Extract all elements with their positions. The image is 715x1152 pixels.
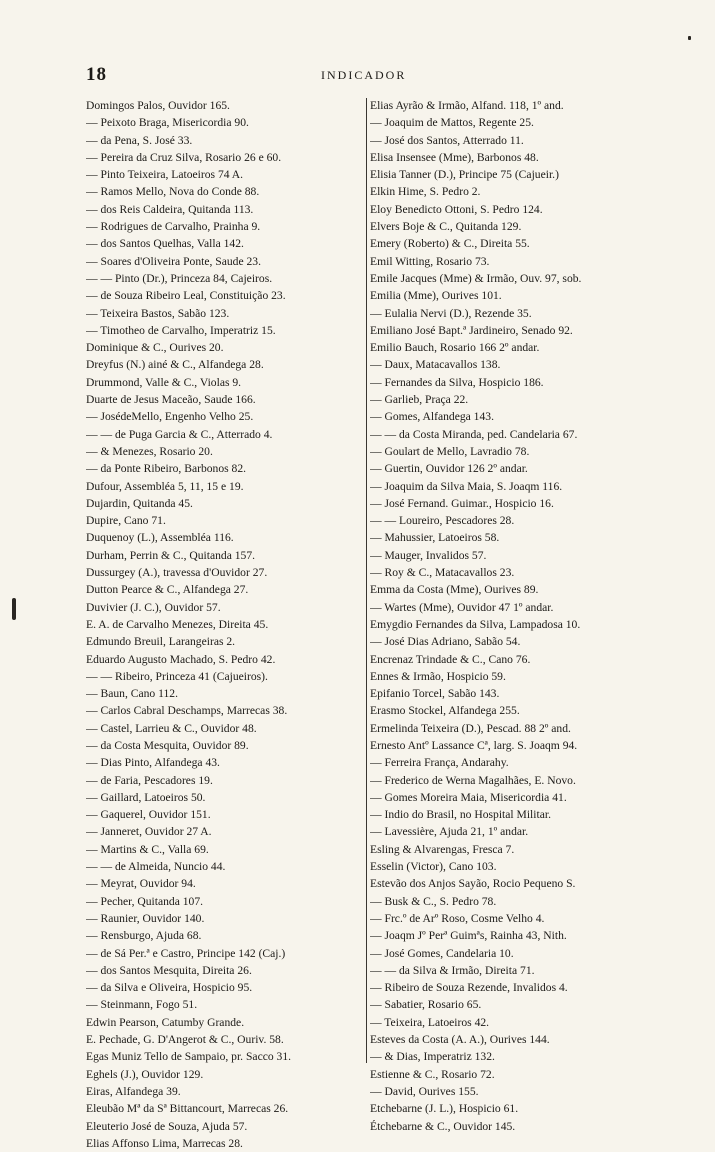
ink-speck <box>688 36 691 40</box>
directory-entry: Étchebarne & C., Ouvidor 145. <box>370 1119 516 1133</box>
directory-entry: Estienne & C., Rosario 72. <box>370 1067 495 1081</box>
directory-entry: — Daux, Matacavallos 138. <box>370 358 501 372</box>
directory-entry: — — Pinto (Dr.), Princeza 84, Cajeiros. <box>86 271 273 285</box>
directory-entry: Elisia Tanner (D.), Principe 75 (Cajueir.) <box>370 168 559 182</box>
directory-entry: E. Pechade, G. D'Angerot & C., Ouriv. 58. <box>86 1033 284 1047</box>
directory-entry: — — da Costa Miranda, ped. Candelaria 67. <box>370 427 578 441</box>
directory-entry: — José Fernand. Guimar., Hospicio 16. <box>370 496 554 510</box>
directory-entry: Epifanio Torcel, Sabão 143. <box>370 687 500 701</box>
directory-entry: — da Ponte Ribeiro, Barbonos 82. <box>86 462 247 476</box>
directory-entry: — Joaqm Jº Perª Guimªs, Rainha 43, Nith. <box>370 929 567 943</box>
directory-entry: — dos Santos Mesquita, Direita 26. <box>86 963 252 977</box>
directory-entry: — Ferreira França, Andarahy. <box>370 756 509 770</box>
directory-entry: — Teixeira, Latoeiros 42. <box>370 1015 490 1029</box>
directory-entry: Eleubão Mª da Sª Bittancourt, Marrecas 26. <box>86 1102 289 1116</box>
directory-entry: Emma da Costa (Mme), Ourives 89. <box>370 583 539 597</box>
directory-entry: Edmundo Breuil, Larangeiras 2. <box>86 635 236 649</box>
directory-entry: Emil Witting, Rosario 73. <box>370 254 490 268</box>
directory-entry: — — de Almeida, Nuncio 44. <box>86 860 226 874</box>
directory-entry: Erasmo Stockel, Alfandega 255. <box>370 704 520 718</box>
directory-entry: Emygdio Fernandes da Silva, Lampadosa 10. <box>370 617 581 631</box>
directory-entry: Dreyfus (N.) ainé & C., Alfandega 28. <box>86 358 264 372</box>
directory-entry: — Castel, Larrieu & C., Ouvidor 48. <box>86 721 257 735</box>
directory-entry: — — Ribeiro, Princeza 41 (Cajueiros). <box>86 669 268 683</box>
directory-entry: — Steinmann, Fogo 51. <box>86 998 198 1012</box>
left-column <box>86 97 376 1152</box>
directory-entry: Dussurgey (A.), travessa d'Ouvidor 27. <box>86 566 268 580</box>
directory-entry: Dupire, Cano 71. <box>86 514 166 528</box>
directory-entry: — Dias Pinto, Alfandega 43. <box>86 756 220 770</box>
directory-entry: Elisa Insensee (Mme), Barbonos 48. <box>370 150 539 164</box>
page-header <box>86 64 646 86</box>
directory-entry: — & Dias, Imperatriz 132. <box>370 1050 495 1064</box>
directory-entry: — Lavessière, Ajuda 21, 1º andar. <box>370 825 529 839</box>
directory-entry: Esteves da Costa (A. A.), Ourives 144. <box>370 1033 550 1047</box>
directory-entry: Dujardin, Quitanda 45. <box>86 496 193 510</box>
directory-entry: — Mauger, Invalidos 57. <box>370 548 487 562</box>
directory-entry: — Eulalia Nervi (D.), Rezende 35. <box>370 306 532 320</box>
directory-entry: — Mahussier, Latoeiros 58. <box>370 531 500 545</box>
directory-entry: — Timotheo de Carvalho, Imperatriz 15. <box>86 323 276 337</box>
directory-entry: — da Silva e Oliveira, Hospicio 95. <box>86 981 253 995</box>
directory-entry: Encrenaz Trindade & C., Cano 76. <box>370 652 531 666</box>
column-divider <box>366 98 367 1063</box>
directory-entry: — Ramos Mello, Nova do Conde 88. <box>86 185 260 199</box>
directory-entry: Egas Muniz Tello de Sampaio, pr. Sacco 31. <box>86 1050 292 1064</box>
margin-ink-mark <box>12 598 16 620</box>
directory-entry: Emilia (Mme), Ourives 101. <box>370 289 502 303</box>
directory-entry: — da Costa Mesquita, Ouvidor 89. <box>86 738 249 752</box>
directory-entry: Elvers Boje & C., Quitanda 129. <box>370 220 522 234</box>
directory-entry: Domingos Palos, Ouvidor 165. <box>86 99 230 112</box>
directory-entry: — Guertin, Ouvidor 126 2º andar. <box>370 462 528 476</box>
directory-entry: Emile Jacques (Mme) & Irmão, Ouv. 97, sob. <box>370 271 582 285</box>
directory-entry: Duvivier (J. C.), Ouvidor 57. <box>86 600 221 614</box>
directory-entry: Elias Affonso Lima, Marrecas 28. <box>86 1136 243 1150</box>
directory-entry: — Frederico de Werna Magalhães, E. Novo. <box>370 773 576 787</box>
directory-entry: — Wartes (Mme), Ouvidor 47 1º andar. <box>370 600 554 614</box>
directory-entry: — Garlieb, Praça 22. <box>370 393 469 407</box>
directory-entry: — Gaquerel, Ouvidor 151. <box>86 808 211 822</box>
directory-entry: Duarte de Jesus Maceão, Saude 166. <box>86 393 256 407</box>
directory-entry: Eiras, Alfandega 39. <box>86 1084 181 1098</box>
directory-entry: — José Dias Adriano, Sabão 54. <box>370 635 521 649</box>
directory-entry: — David, Ourives 155. <box>370 1084 479 1098</box>
directory-entry: Dufour, Assembléa 5, 11, 15 e 19. <box>86 479 244 493</box>
directory-entry: — Gaillard, Latoeiros 50. <box>86 790 206 804</box>
directory-entry: — — da Silva & Irmão, Direita 71. <box>370 963 535 977</box>
directory-entry: — dos Reis Caldeira, Quitanda 113. <box>86 202 254 216</box>
directory-entry: — JosédeMello, Engenho Velho 25. <box>86 410 254 424</box>
directory-entry: — Soares d'Oliveira Ponte, Saude 23. <box>86 254 261 268</box>
directory-entry: — Pinto Teixeira, Latoeiros 74 A. <box>86 168 244 182</box>
directory-entry: — Pereira da Cruz Silva, Rosario 26 e 60. <box>86 150 282 164</box>
directory-entry: Dutton Pearce & C., Alfandega 27. <box>86 583 249 597</box>
directory-entry: — Fernandes da Silva, Hospicio 186. <box>370 375 544 389</box>
directory-entry: — José dos Santos, Atterrado 11. <box>370 133 524 147</box>
directory-entry: — Ribeiro de Souza Rezende, Invalidos 4. <box>370 981 568 995</box>
directory-entry: — Peixoto Braga, Misericordia 90. <box>86 116 249 130</box>
directory-entry: — Sabatier, Rosario 65. <box>370 998 482 1012</box>
directory-entry: — Roy & C., Matacavallos 23. <box>370 566 515 580</box>
directory-entry: — Goulart de Mello, Lavradio 78. <box>370 444 530 458</box>
directory-entry: — — de Puga Garcia & C., Atterrado 4. <box>86 427 273 441</box>
directory-entry: — Janneret, Ouvidor 27 A. <box>86 825 212 839</box>
directory-entry: Estevão dos Anjos Sayão, Rocio Pequeno S. <box>370 877 576 891</box>
directory-entry: Eduardo Augusto Machado, S. Pedro 42. <box>86 652 276 666</box>
directory-entry: — Joaquim da Silva Maia, S. Joaqm 116. <box>370 479 563 493</box>
directory-entry: Emilio Bauch, Rosario 166 2º andar. <box>370 341 540 355</box>
directory-entry: — Gomes, Alfandega 143. <box>370 410 494 424</box>
directory-entry: — Indio do Brasil, no Hospital Militar. <box>370 808 551 822</box>
directory-entry: Elias Ayrão & Irmão, Alfand. 118, 1º and. <box>370 99 564 112</box>
directory-entry: Dominique & C., Ourives 20. <box>86 341 224 355</box>
directory-entry: Ennes & Irmão, Hospicio 59. <box>370 669 506 683</box>
directory-entry: — Joaquim de Mattos, Regente 25. <box>370 116 534 130</box>
directory-entry: Durham, Perrin & C., Quitanda 157. <box>86 548 256 562</box>
directory-entry: Edwin Pearson, Catumby Grande. <box>86 1015 245 1029</box>
directory-entry: — de Faria, Pescadores 19. <box>86 773 213 787</box>
directory-entry: — — Loureiro, Pescadores 28. <box>370 514 515 528</box>
directory-entry: — de Souza Ribeiro Leal, Constituição 23. <box>86 289 286 303</box>
directory-entry: Emery (Roberto) & C., Direita 55. <box>370 237 530 251</box>
directory-entry: — de Sá Per.ª e Castro, Principe 142 (Caj.) <box>86 946 286 960</box>
directory-entry: Duquenoy (L.), Assembléa 116. <box>86 531 234 545</box>
directory-entry: Eleuterio José de Souza, Ajuda 57. <box>86 1119 248 1133</box>
directory-entry: — Rensburgo, Ajuda 68. <box>86 929 202 943</box>
directory-entry: — & Menezes, Rosario 20. <box>86 444 213 458</box>
directory-entry: Elkin Hime, S. Pedro 2. <box>370 185 481 199</box>
directory-entry: Etchebarne (J. L.), Hospicio 61. <box>370 1102 519 1116</box>
directory-entry: — Raunier, Ouvidor 140. <box>86 911 205 925</box>
directory-entry: Esselin (Victor), Cano 103. <box>370 860 497 874</box>
directory-entry: — Meyrat, Ouvidor 94. <box>86 877 196 891</box>
directory-entry: Ermelinda Teixeira (D.), Pescad. 88 2º and. <box>370 721 571 735</box>
directory-entry: E. A. de Carvalho Menezes, Direita 45. <box>86 617 269 631</box>
page-number: 18 <box>86 64 107 85</box>
directory-entry: — Baun, Cano 112. <box>86 687 178 701</box>
directory-entry: Esling & Alvarengas, Fresca 7. <box>370 842 515 856</box>
directory-entry: Eloy Benedicto Ottoni, S. Pedro 124. <box>370 202 543 216</box>
directory-entry: — Busk & C., S. Pedro 78. <box>370 894 497 908</box>
directory-entry: — dos Santos Quelhas, Valla 142. <box>86 237 244 251</box>
directory-entry: Eghels (J.), Ouvidor 129. <box>86 1067 204 1081</box>
directory-entry: — Rodrigues de Carvalho, Prainha 9. <box>86 220 261 234</box>
directory-entry: — Frc.º de Arº Roso, Cosme Velho 4. <box>370 911 545 925</box>
directory-entry: — Gomes Moreira Maia, Misericordia 41. <box>370 790 567 804</box>
running-head: INDICADOR <box>321 68 407 82</box>
directory-entry: Drummond, Valle & C., Violas 9. <box>86 375 242 389</box>
directory-entry: — Carlos Cabral Deschamps, Marrecas 38. <box>86 704 288 718</box>
right-column <box>370 97 660 1135</box>
directory-entry: — da Pena, S. José 33. <box>86 133 193 147</box>
directory-entry: — José Gomes, Candelaria 10. <box>370 946 514 960</box>
directory-entry: Emiliano José Bapt.ª Jardineiro, Senado 92. <box>370 323 573 337</box>
directory-entry: — Pecher, Quitanda 107. <box>86 894 204 908</box>
directory-entry: — Teixeira Bastos, Sabão 123. <box>86 306 230 320</box>
directory-entry: Ernesto Antº Lassance Cª, larg. S. Joaqm 94. <box>370 738 578 752</box>
directory-entry: — Martins & C., Valla 69. <box>86 842 209 856</box>
